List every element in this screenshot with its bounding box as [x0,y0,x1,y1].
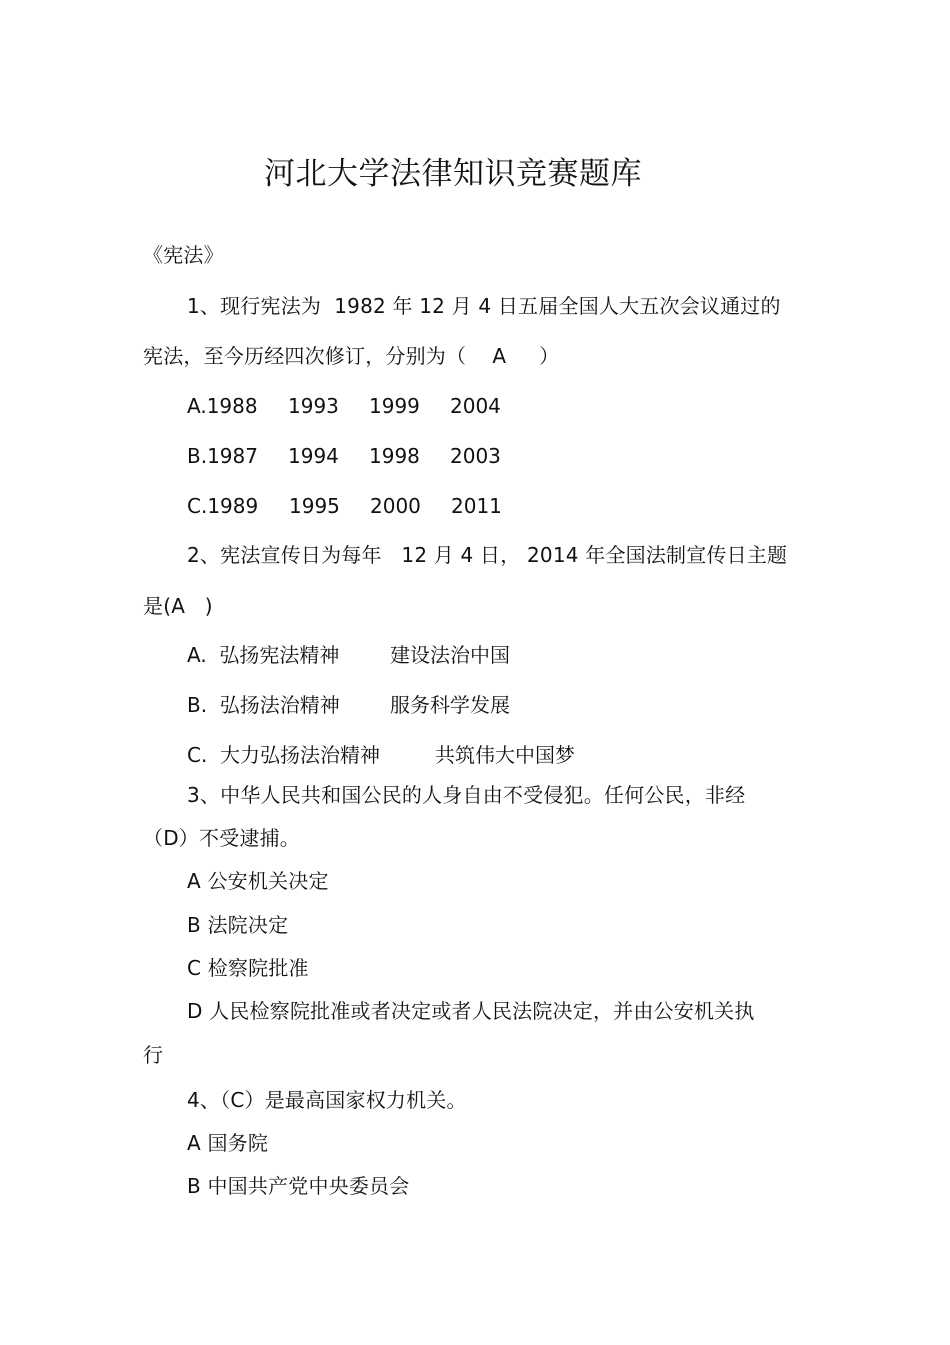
question-3-option-a: A 公安机关决定 [187,869,329,893]
option-label: A.1988 [187,394,258,418]
option-label: C. 大力弘扬法治精神 [187,743,381,767]
question-3-option-d: D 人民检察院批准或者决定或者人民法院决定，并由公安机关执 [187,999,755,1023]
question-2-line-2: 是(A ) [143,594,213,618]
option-year: 2004 [450,394,501,418]
question-4-line-1: 4、（C）是最高国家权力机关。 [187,1088,467,1112]
option-label: B. 弘扬法治精神 [187,693,340,717]
question-4-option-a: A 国务院 [187,1131,269,1155]
question-3-option-c: C 检察院批准 [187,956,309,980]
option-year: 1995 [289,494,340,518]
section-heading: 《宪法》 [143,243,224,267]
option-year: 1993 [288,394,339,418]
option-text: 共筑伟大中国梦 [435,743,575,767]
option-year: 2011 [451,494,502,518]
question-3-option-b: B 法院决定 [187,913,289,937]
option-label: C.1989 [187,494,259,518]
option-year: 2003 [450,444,501,468]
option-text: 建设法治中国 [390,643,510,667]
question-3-line-1: 3、中华人民共和国公民的人身自由不受侵犯。任何公民，非经 [187,783,746,807]
question-1-line-2: 宪法，至今历经四次修订，分别为（ A ） [143,344,560,368]
document-title: 河北大学法律知识竞赛题库 [264,156,642,192]
option-year: 1994 [288,444,339,468]
option-label: A. 弘扬宪法精神 [187,643,340,667]
option-text: 服务科学发展 [390,693,510,717]
question-2-line-1: 2、宪法宣传日为每年 12 月 4 日， 2014 年全国法制宣传日主题 [187,543,788,567]
option-year: 2000 [370,494,421,518]
option-year: 1999 [369,394,420,418]
question-3-line-2: （D）不受逮捕。 [143,826,301,850]
question-4-option-b: B 中国共产党中央委员会 [187,1174,410,1198]
question-1-line-1: 1、现行宪法为 1982 年 12 月 4 日五届全国人大五次会议通过的 [187,294,781,318]
option-year: 1998 [369,444,420,468]
option-label: B.1987 [187,444,258,468]
question-3-option-d-continued: 行 [143,1043,164,1067]
